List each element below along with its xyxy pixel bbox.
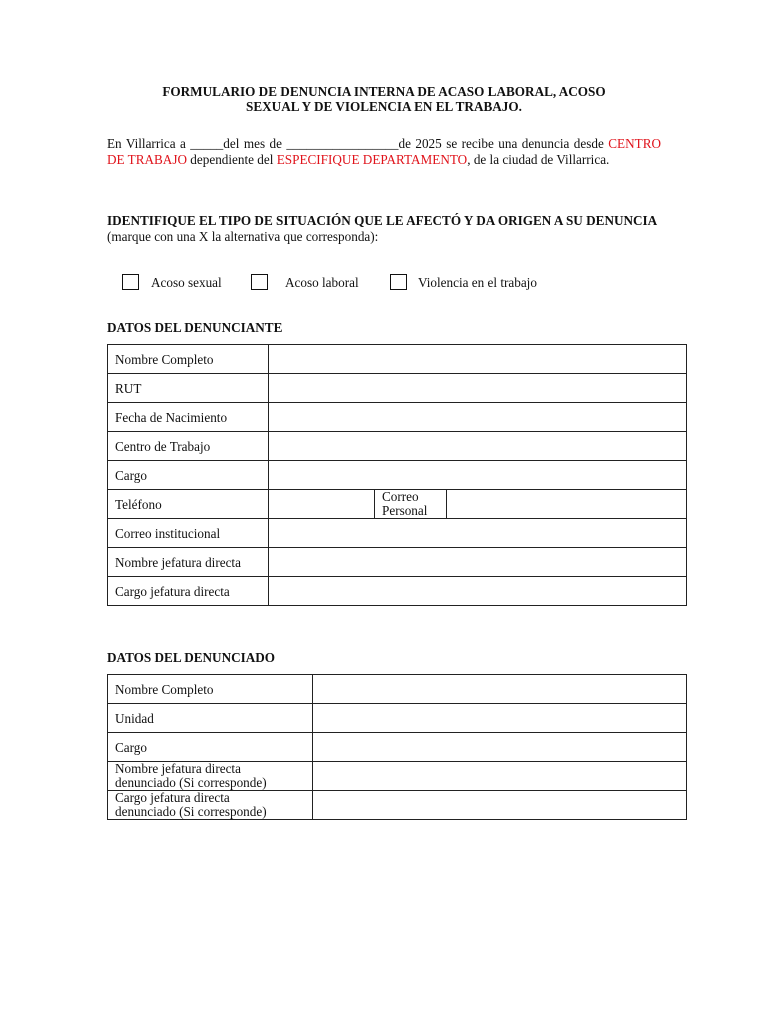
cargo-jefatura-input[interactable] [269, 577, 687, 606]
field-label: Nombre Completo [108, 345, 269, 374]
field-label: Unidad [108, 704, 313, 733]
label-acoso-sexual: Acoso sexual [151, 275, 222, 290]
field-label: Correo institucional [108, 519, 269, 548]
intro-text-1: En Villarrica a _____del mes de _________________de 2025 se recibe una denuncia desde [107, 136, 604, 151]
field-label: Cargo [108, 733, 313, 762]
title-line-2: SEXUAL Y DE VIOLENCIA EN EL TRABAJO. [246, 99, 522, 114]
correo-institucional-input[interactable] [269, 519, 687, 548]
jefatura-nombre-line-1: Nombre jefatura directa [115, 761, 241, 776]
denunciado-cargo-jefatura-input[interactable] [313, 791, 687, 820]
field-label: Centro de Trabajo [108, 432, 269, 461]
jefatura-cargo-line-2: denunciado (Si corresponde) [115, 804, 267, 819]
denunciado-nombre-jefatura-input[interactable] [313, 762, 687, 791]
denunciado-nombre-input[interactable] [313, 675, 687, 704]
checkbox-acoso-sexual[interactable] [122, 274, 139, 290]
correo-personal-line-1: Correo [382, 489, 419, 504]
jefatura-cargo-line-1: Cargo jefatura directa [115, 790, 230, 805]
situation-heading [107, 213, 667, 245]
table-row [108, 791, 687, 820]
jefatura-nombre-line-2: denunciado (Si corresponde) [115, 775, 267, 790]
denunciado-table [107, 674, 687, 820]
situation-options [0, 274, 768, 294]
correo-personal-label [375, 490, 447, 519]
rut-input[interactable] [269, 374, 687, 403]
field-label: Nombre Completo [108, 675, 313, 704]
table-row [108, 704, 687, 733]
table-row [108, 548, 687, 577]
field-label: Cargo [108, 461, 269, 490]
table-row [108, 675, 687, 704]
form-title [107, 84, 661, 114]
field-label: RUT [108, 374, 269, 403]
denunciado-cargo-input[interactable] [313, 733, 687, 762]
centro-trabajo-placeholder: CENTRO DE TRABAJO [107, 136, 662, 167]
cargo-input[interactable] [269, 461, 687, 490]
fecha-nacimiento-input[interactable] [269, 403, 687, 432]
correo-personal-line-2: Personal [382, 503, 428, 518]
checkbox-violencia-trabajo[interactable] [390, 274, 407, 290]
correo-personal-input[interactable] [447, 490, 687, 519]
field-label [108, 762, 313, 791]
intro-text-3: , de la ciudad de Villarrica. [467, 152, 610, 167]
denunciado-section-title: DATOS DEL DENUNCIADO [107, 650, 276, 665]
denunciante-table [107, 344, 687, 606]
nombre-completo-input[interactable] [269, 345, 687, 374]
table-row [108, 577, 687, 606]
denunciado-unidad-input[interactable] [313, 704, 687, 733]
table-row [108, 733, 687, 762]
table-row [108, 403, 687, 432]
telefono-input[interactable] [269, 490, 375, 519]
title-line-1: FORMULARIO DE DENUNCIA INTERNA DE ACASO LABORAL, ACOSO [162, 84, 606, 99]
field-label: Nombre jefatura directa [108, 548, 269, 577]
situation-heading-bold: IDENTIFIQUE EL TIPO DE SITUACIÓN QUE LE AFECTÓ Y DA ORIGEN A SU DENUNCIA [107, 213, 658, 228]
situation-heading-note: (marque con una X la alternativa que corresponda): [107, 229, 379, 244]
table-row [108, 490, 687, 519]
intro-text-2: dependiente del [187, 152, 277, 167]
table-row [108, 762, 687, 791]
table-row [108, 345, 687, 374]
table-row [108, 374, 687, 403]
departamento-placeholder: ESPECIFIQUE DEPARTAMENTO [276, 152, 468, 167]
field-label: Teléfono [108, 490, 269, 519]
checkbox-acoso-laboral[interactable] [251, 274, 268, 290]
denunciante-section-title: DATOS DEL DENUNCIANTE [107, 320, 283, 335]
field-label [108, 791, 313, 820]
label-acoso-laboral: Acoso laboral [285, 275, 359, 290]
table-row [108, 432, 687, 461]
intro-paragraph [107, 136, 661, 168]
field-label: Cargo jefatura directa [108, 577, 269, 606]
label-violencia-trabajo: Violencia en el trabajo [418, 275, 537, 290]
field-label: Fecha de Nacimiento [108, 403, 269, 432]
centro-trabajo-input[interactable] [269, 432, 687, 461]
table-row [108, 461, 687, 490]
nombre-jefatura-input[interactable] [269, 548, 687, 577]
table-row [108, 519, 687, 548]
